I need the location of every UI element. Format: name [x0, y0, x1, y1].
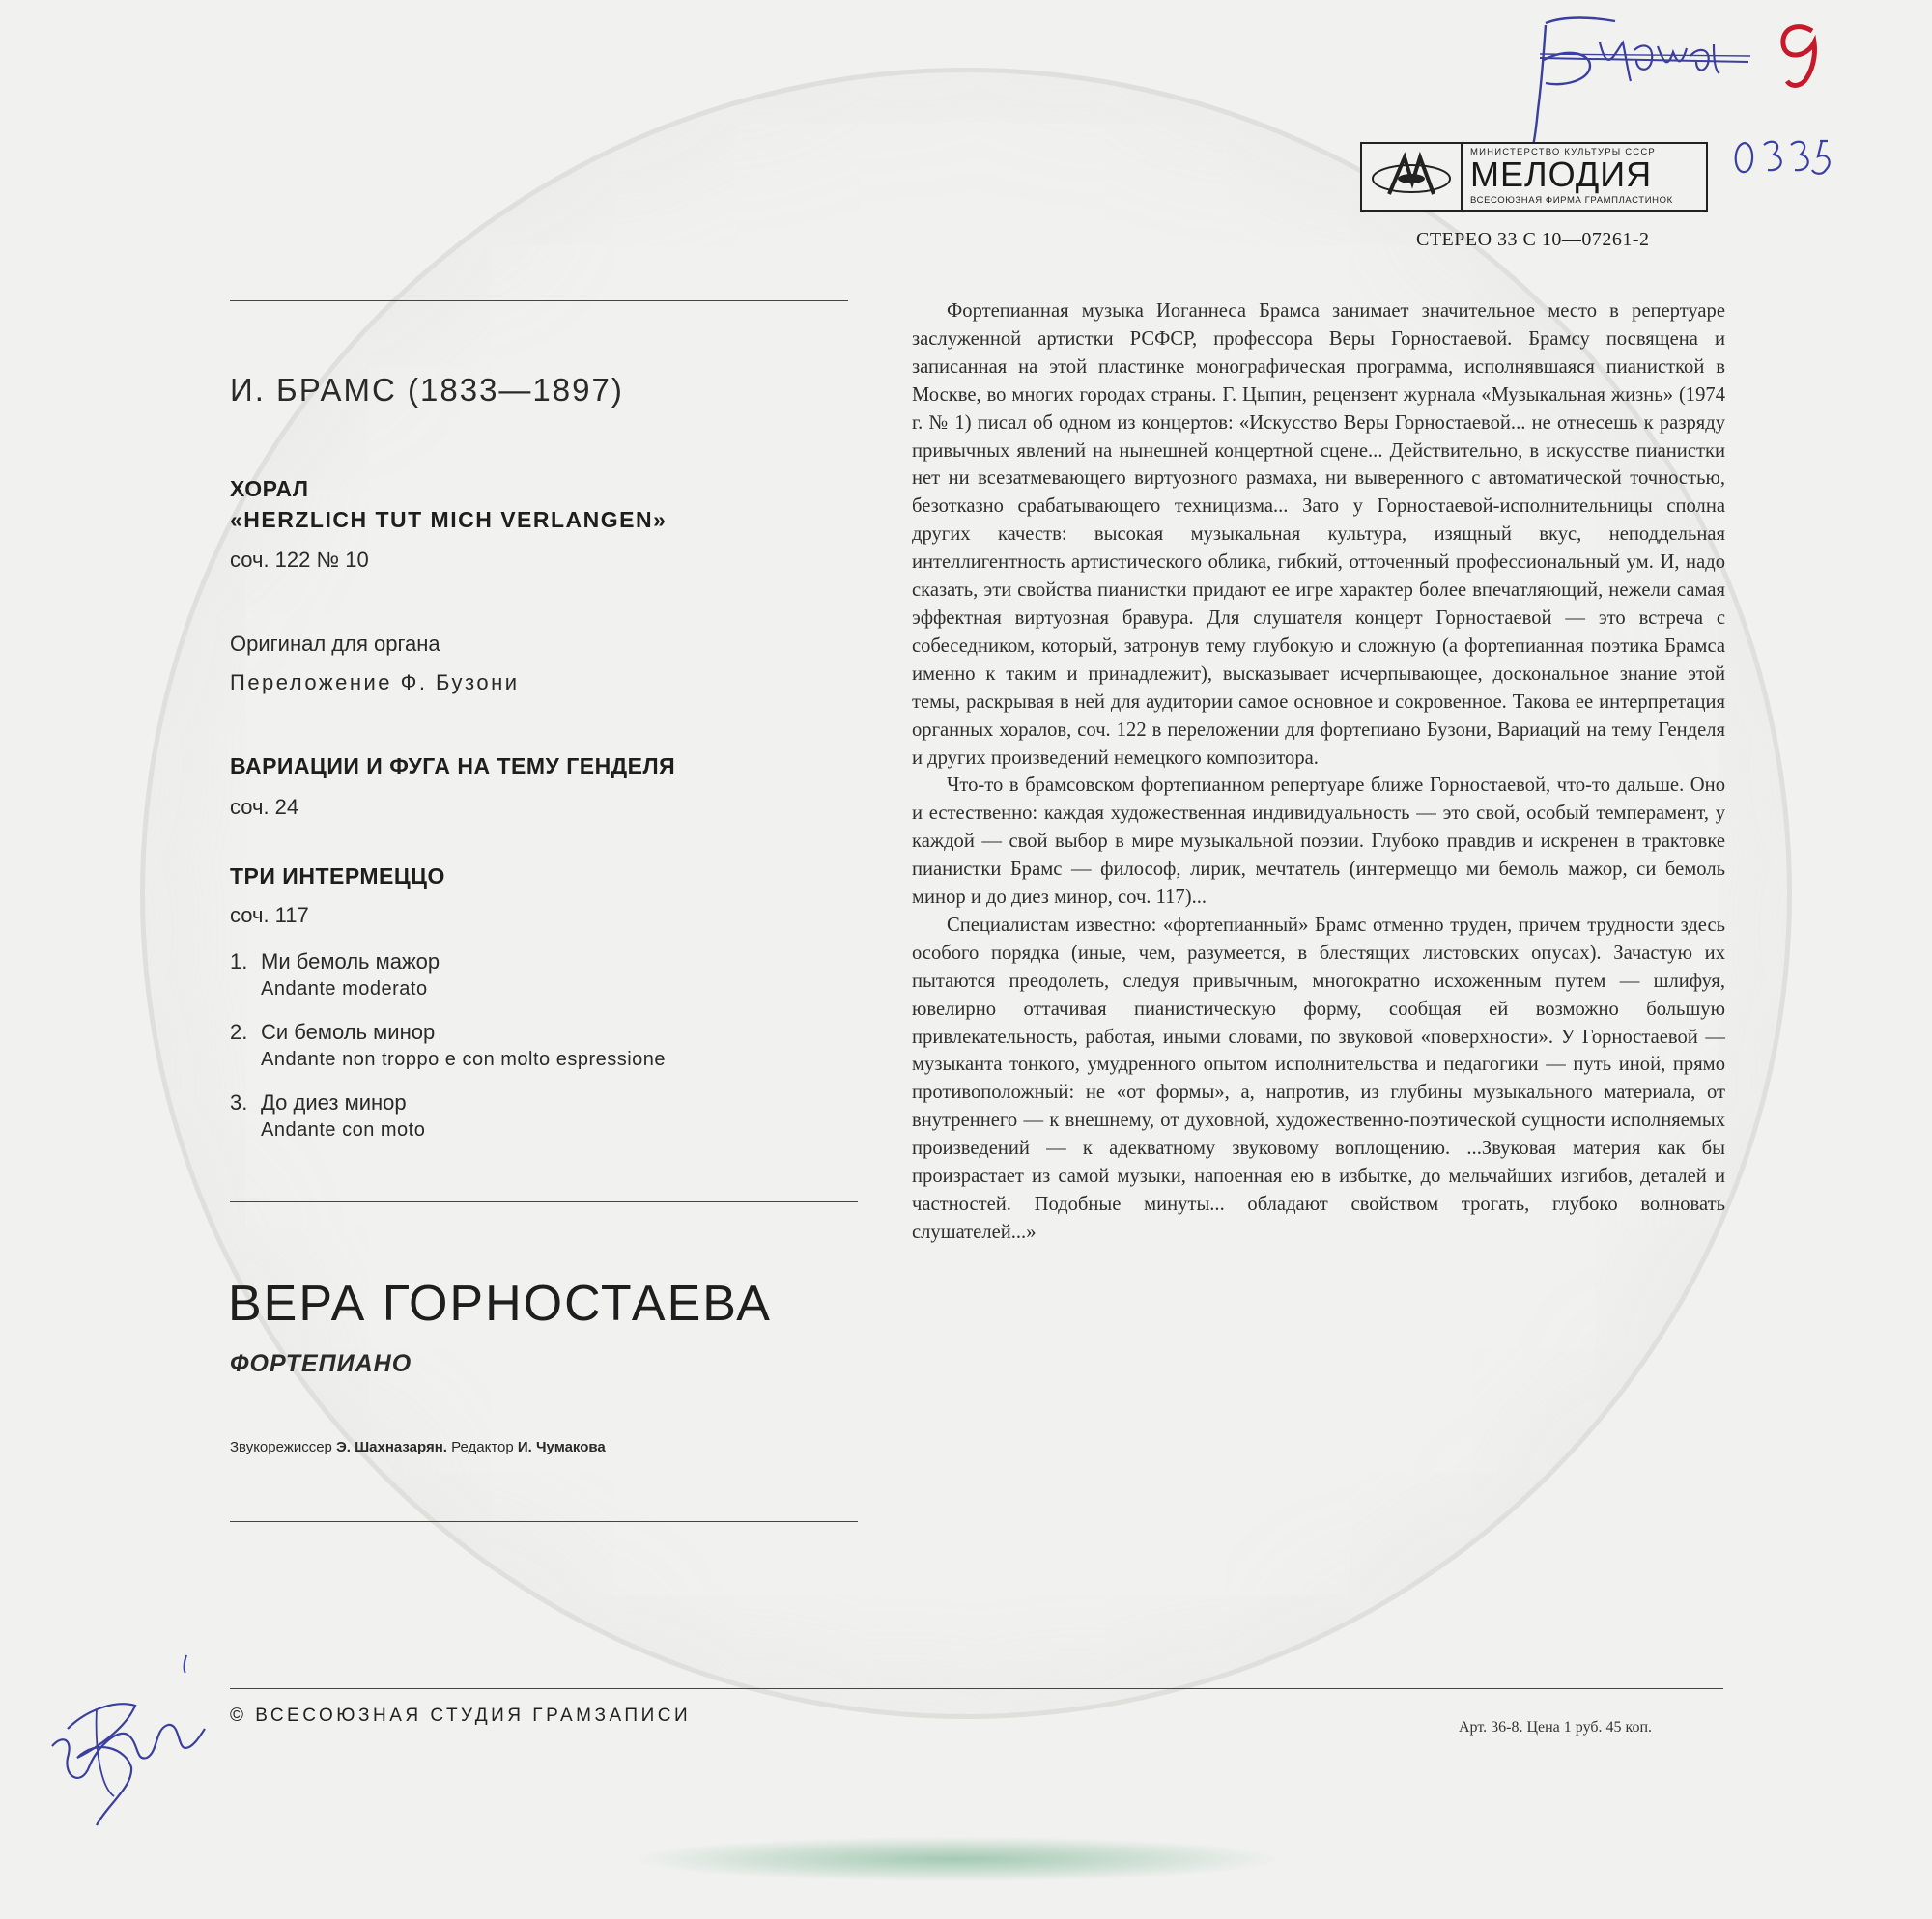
- melodiya-emblem: [1362, 144, 1463, 210]
- engineer-name: Э. Шахназарян.: [336, 1439, 447, 1455]
- essay-paragraph: Фортепианная музыка Иоганнеса Брамса занимает значительное место в репертуаре заслуженной артистки РСФСР, профессора Веры Горностаевой. Брамсу посвящена и записанная на этой пластинке монографическая программа, исполнявшаяся пианисткой в Москве, во многих городах страны. Г. Цыпин, рецензент журнала «Музыкальная жизнь» (1974 г. № 1) писал об одном из концертов: «Искусство Веры Горностаевой... не отнесешь к разряду привычных явлений на нынешней концертной сцене... Действительно, в искусстве пианистки нет ни всезатмевающего виртуозного размаха, ни выверенного с автоматической точностью, безотказно срабатывающего техницизма... Зато у Горностаевой-исполнительницы сполна других качеств: высокая музыкальная культура, изящный вкус, неподдельная интеллигентность артистического облика, гибкий, отточенный профессиональный ум. И, надо сказать, эти свойства пианистки придают ее игре характер более впечатляющий, нежели самая эффектная виртуозная бравура. Для слушателя концерт Горностаевой — это встреча с собеседником, который, затронув тему глубокую и сложную (а фортепианная поэтика Брамса именно к таким и принадлежит), высказывает исчерпывающее, доскональное знание этой темы, раскрывая в ней для аудитории самое основное и сокровенное. Такова ее интерпретация органных хоралов, соч. 122 в переложении для фортепиано Бузони, Вариаций на тему Генделя и других произведений немецкого композитора.: [912, 300, 1725, 769]
- divider-lower: [230, 1521, 858, 1522]
- part-1-tempo: Andante moderato: [261, 978, 428, 1000]
- credits-line: [230, 1439, 606, 1455]
- divider-top: [230, 300, 848, 301]
- handwritten-signature: [39, 1642, 213, 1835]
- engineer-role: Звукорежиссер: [230, 1439, 332, 1455]
- performer-instrument: ФОРТЕПИАНО: [230, 1350, 412, 1377]
- composer-heading: И. БРАМС (1833—1897): [230, 372, 624, 408]
- work-1-note-arrangement: Переложение Ф. Бузони: [230, 670, 520, 694]
- editor-name: И. Чумакова: [517, 1439, 606, 1455]
- part-2-tempo: Andante non troppo e con molto espressione: [261, 1049, 667, 1070]
- work-2-title: ВАРИАЦИИ И ФУГА НА ТЕМУ ГЕНДЕЛЯ: [230, 753, 676, 778]
- divider-middle: [230, 1201, 858, 1202]
- studio-copyright: © ВСЕСОЮЗНАЯ СТУДИЯ ГРАМЗАПИСИ: [230, 1706, 692, 1726]
- divider-footer: [230, 1688, 1723, 1689]
- work-3-title: ТРИ ИНТЕРМЕЦЦО: [230, 863, 445, 889]
- work-3-opus: соч. 117: [230, 903, 309, 927]
- part-2-number: 2.: [230, 1020, 248, 1044]
- performer-name: ВЕРА ГОРНОСТАЕВА: [228, 1276, 772, 1332]
- work-1-subtitle: «HERZLICH TUT MICH VERLANGEN»: [230, 507, 668, 532]
- part-1-number: 1.: [230, 949, 248, 974]
- essay-paragraph: Специалистам известно: «фортепианный» Брамс отменно труден, причем трудности здесь особого порядка (иные, чем, разумеется, в блестящих листовских опусах). Зачастую их пытаются преодолеть, следуя привычным, многократно исхоженным путем — шлифуя, ювелирно оттачивая пианистическую форму, сообщая ей возможно большую привлекательность, работая, иными словами, по звуковой «поверхности». У Горностаевой — музыканта тонкого, умудренного опытом исполнительства и педагогики — путь иной, прямо противоположный: не «от формы», а, напротив, из глубины музыкального материала, от внутреннего — к внешнему, от духовной, художественно-поэтической сущности исполняемых произведений — к адекватному звуковому воплощению. ...Звуковая материя как бы произрастает из самой музыки, напоенная ею в избытке, до мельчайших изгибов, деталей и частностей. Подобные минуты... обладают свойством трогать, глубоко волновать слушателей...»: [912, 914, 1725, 1243]
- part-2-key: Си бемоль минор: [261, 1020, 436, 1044]
- essay-paragraph: Что-то в брамсовском фортепианном репертуаре ближе Горностаевой, что-то дальше. Оно и естественно: каждая художественная индивидуальность — это свой, особый темперамент, у каждой — свой выбор в мире музыкальной поэзии. Глубоко правдив и искренен в трактовке пианистки Брамс — философ, лирик, мечтатель (интермеццо ми бемоль мажор, си бемоль минор и до диез минор, соч. 117)...: [912, 775, 1725, 909]
- catalog-number: СТЕРЕО 33 С 10—07261-2: [1416, 229, 1650, 250]
- melodiya-logo: [1360, 142, 1708, 212]
- article-price: Арт. 36-8. Цена 1 руб. 45 коп.: [1459, 1719, 1653, 1736]
- editor-role: Редактор: [451, 1439, 514, 1455]
- part-3-number: 3.: [230, 1090, 248, 1115]
- logo-ministry: МИНИСТЕРСТВО КУЛЬТУРЫ СССР: [1470, 147, 1656, 157]
- work-1-opus: соч. 122 № 10: [230, 548, 369, 572]
- green-stain: [638, 1837, 1275, 1881]
- logo-name: МЕЛОДИЯ: [1470, 155, 1653, 194]
- part-3-tempo: Andante con moto: [261, 1119, 426, 1141]
- liner-notes-essay: [912, 297, 1725, 1247]
- work-2-opus: соч. 24: [230, 795, 299, 819]
- handwritten-inventory-number: [1729, 127, 1835, 195]
- logo-subtitle: ВСЕСОЮЗНАЯ ФИРМА ГРАМПЛАСТИНОК: [1470, 195, 1673, 206]
- handwritten-red-number: [1768, 17, 1835, 95]
- part-3-key: До диез минор: [261, 1090, 407, 1115]
- work-1-title: ХОРАЛ: [230, 476, 309, 501]
- work-1-note-original: Оригинал для органа: [230, 632, 440, 656]
- part-1-key: Ми бемоль мажор: [261, 949, 440, 974]
